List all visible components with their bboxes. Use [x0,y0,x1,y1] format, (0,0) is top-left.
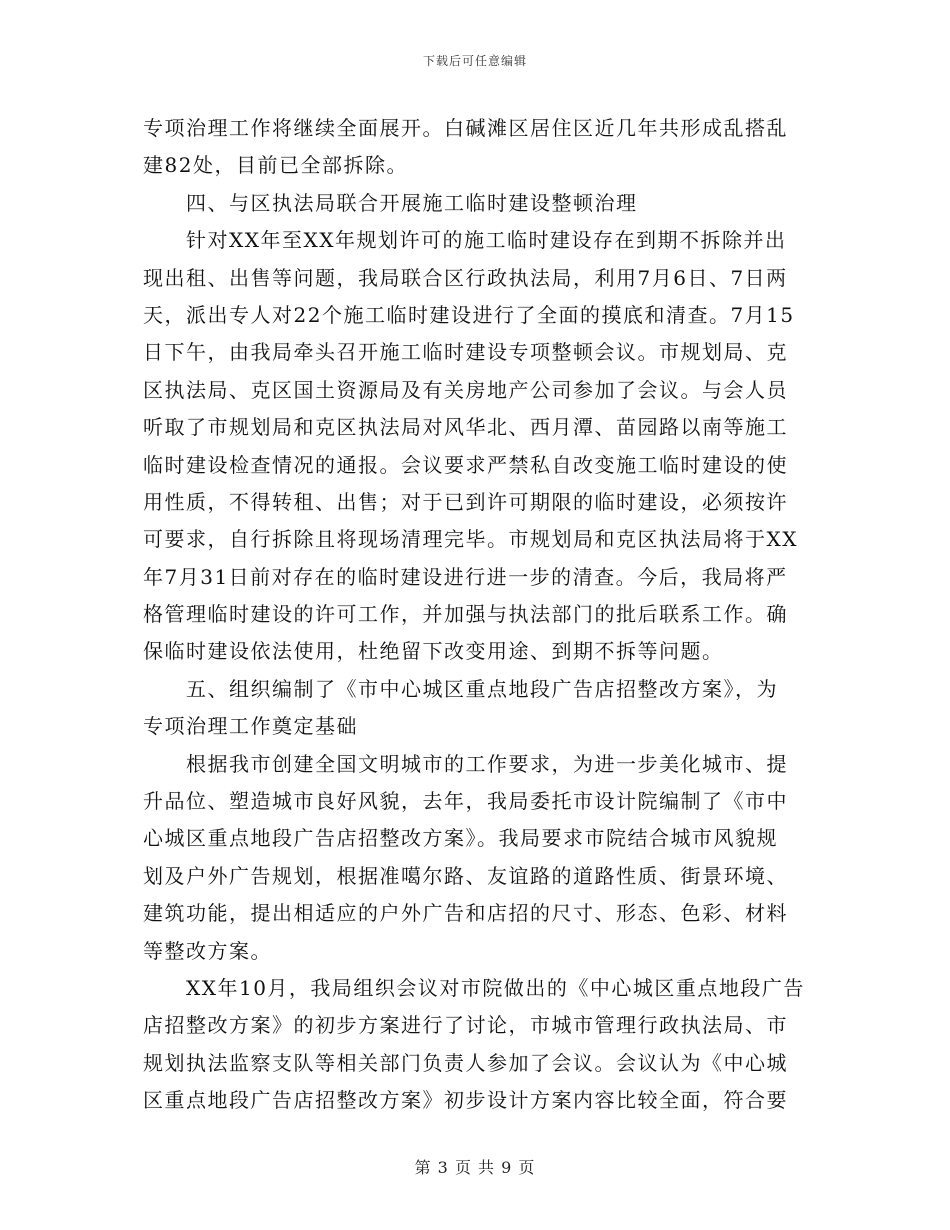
body-line: 等整改方案。 [143,938,272,963]
body-line: 建82处，目前已全部拆除。 [143,153,408,178]
body-line: XX年10月，我局组织会议对市院做出的《中心城区重点地段广告 [186,975,805,1000]
body-line: 建筑功能，提出相适应的户外广告和店招的尺寸、形态、色彩、材料 [143,901,788,926]
page-number: 第 3 页 共 9 页 [414,1158,536,1177]
body-line: 心城区重点地段广告店招整改方案》。我局要求市院结合城市风貌规 [143,826,778,851]
body-line: 针对XX年至XX年规划许可的施工临时建设存在到期不拆除并出 [186,228,787,253]
body-line: 区重点地段广告店招整改方案》初步设计方案内容比较全面，符合要 [143,1088,788,1113]
body-line: 规划执法监察支队等相关部门负责人参加了会议。会议认为《中心城 [143,1050,788,1075]
body-line: 区执法局、克区国土资源局及有关房地产公司参加了会议。与会人员 [143,377,788,402]
body-line: 保临时建设依法使用，杜绝留下改变用途、到期不拆等问题。 [143,639,724,664]
body-line: 天，派出专人对22个施工临时建设进行了全面的摸底和清查。7月15 [143,302,795,327]
section-heading-continued: 专项治理工作奠定基础 [143,714,358,739]
section-heading: 四、与区执法局联合开展施工临时建设整顿治理 [186,190,638,215]
body-line: 现出租、出售等问题，我局联合区行政执法局，利用7月6日、7日两 [143,265,788,290]
body-line: 划及户外广告规划，根据准噶尔路、友谊路的道路性质、街景环境、 [143,863,788,888]
body-line: 专项治理工作将继续全面展开。白碱滩区居住区近几年共形成乱搭乱 [143,116,788,140]
body-line: 临时建设检查情况的通报。会议要求严禁私自改变施工临时建设的使 [143,452,788,477]
body-line: 根据我市创建全国文明城市的工作要求，为进一步美化城市、提 [186,751,788,776]
section-heading: 五、组织编制了《市中心城区重点地段广告店招整改方案》，为 [186,676,778,701]
body-line: 店招整改方案》的初步方案进行了讨论，市城市管理行政执法局、市 [143,1013,788,1038]
body-line: 日下午，由我局牵头召开施工临时建设专项整顿会议。市规划局、克 [143,340,788,365]
body-line: 听取了市规划局和克区执法局对风华北、西月潭、苗园路以南等施工 [143,415,788,440]
body-line: 格管理临时建设的许可工作，并加强与执法部门的批后联系工作。确 [143,602,788,627]
body-line: 可要求，自行拆除且将现场清理完毕。市规划局和克区执法局将于XX [143,527,798,552]
body-line: 用性质，不得转租、出售；对于已到许可期限的临时建设，必须按许 [143,489,788,514]
body-line: 升品位、塑造城市良好风貌，去年，我局委托市设计院编制了《市中 [143,789,788,814]
document-body [143,110,808,1120]
page-header: 下载后可任意编辑 [422,54,527,68]
body-line: 年7月31日前对存在的临时建设进行进一步的清查。今后，我局将严 [143,564,788,589]
